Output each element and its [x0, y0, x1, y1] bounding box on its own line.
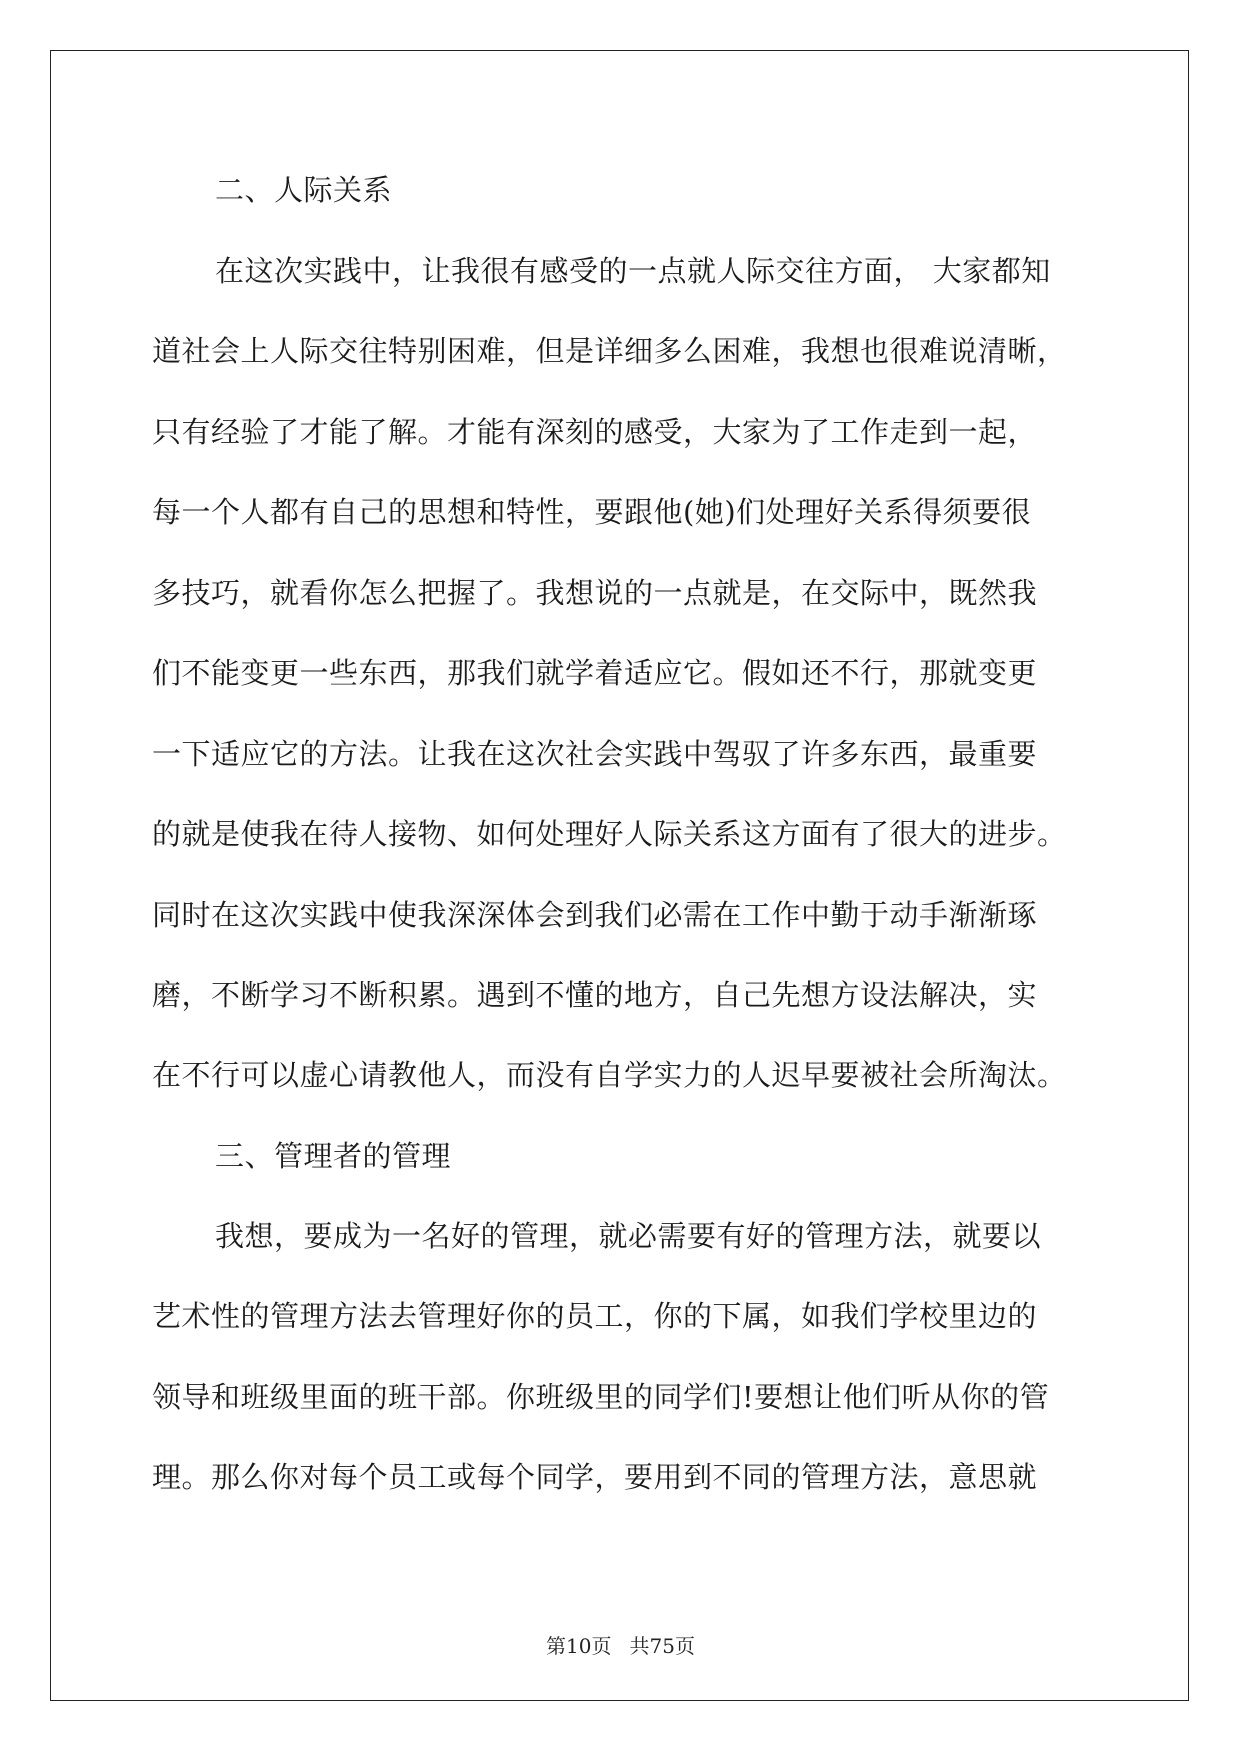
- paragraph-line: 的就是使我在待人接物、如何处理好人际关系这方面有了很大的进步。: [152, 817, 1067, 851]
- paragraph-line: 在这次实践中，让我很有感受的一点就人际交往方面， 大家都知: [215, 254, 1051, 288]
- page-total: 共75页: [629, 1634, 695, 1658]
- paragraph-line: 艺术性的管理方法去管理好你的员工，你的下属，如我们学校里边的: [152, 1299, 1038, 1333]
- paragraph-line: 道社会上人际交往特别困难，但是详细多么困难，我想也很难说清晰，: [152, 334, 1067, 368]
- paragraph-line: 在不行可以虚心请教他人，而没有自学实力的人迟早要被社会所淘汰。: [152, 1058, 1067, 1092]
- paragraph-line: 每一个人都有自己的思想和特性，要跟他(她)们处理好关系得须要很: [152, 495, 1032, 529]
- paragraph-line: 多技巧，就看你怎么把握了。我想说的一点就是，在交际中，既然我: [152, 576, 1038, 610]
- page-footer: [0, 1632, 1241, 1660]
- paragraph-line: 领导和班级里面的班干部。你班级里的同学们!要想让他们听从你的管: [152, 1380, 1050, 1414]
- paragraph-line: 磨，不断学习不断积累。遇到不懂的地方，自己先想方设法解决，实: [152, 978, 1038, 1012]
- section-heading: 三、管理者的管理: [215, 1139, 452, 1173]
- paragraph-line: 同时在这次实践中使我深深体会到我们必需在工作中勤于动手渐渐琢: [152, 898, 1038, 932]
- paragraph-line: 们不能变更一些东西，那我们就学着适应它。假如还不行，那就变更: [152, 656, 1038, 690]
- paragraph-line: 只有经验了才能了解。才能有深刻的感受，大家为了工作走到一起，: [152, 415, 1038, 449]
- page-number: 第10页: [546, 1634, 612, 1658]
- paragraph-line: 我想，要成为一名好的管理，就必需要有好的管理方法，就要以: [215, 1219, 1042, 1253]
- paragraph-line: 一下适应它的方法。让我在这次社会实践中驾驭了许多东西，最重要: [152, 737, 1038, 771]
- page-border: [50, 50, 1189, 1701]
- paragraph-line: 理。那么你对每个员工或每个同学，要用到不同的管理方法，意思就: [152, 1460, 1038, 1494]
- section-heading: 二、人际关系: [215, 173, 393, 207]
